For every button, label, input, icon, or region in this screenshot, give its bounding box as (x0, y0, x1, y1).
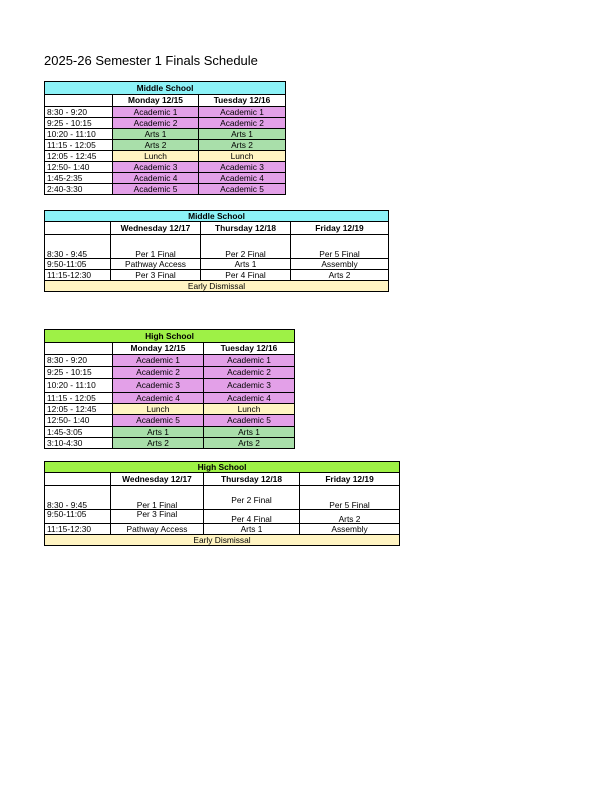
table-row (45, 259, 389, 270)
period-cell: Per 4 Final (201, 270, 291, 281)
time-cell: 12:05 - 12:45 (45, 151, 113, 162)
corner-cell (45, 95, 113, 107)
period-cell: Academic 1 (113, 107, 199, 118)
table-row (45, 367, 295, 379)
hs-wednesday-friday-table (44, 461, 400, 546)
period-cell: Arts 1 (201, 259, 291, 270)
table-row (45, 140, 286, 151)
time-cell: 9:25 - 10:15 (45, 118, 113, 129)
table-row (45, 162, 286, 173)
table-row (45, 524, 400, 535)
table-row (45, 379, 295, 393)
corner-cell (45, 473, 111, 486)
period-cell: Assembly (300, 524, 400, 535)
table-row (45, 270, 389, 281)
period-cell: Academic 1 (113, 355, 204, 367)
table-row (45, 235, 389, 259)
period-cell: Academic 5 (199, 184, 286, 195)
period-cell: Lunch (113, 151, 199, 162)
period-cell: Academic 4 (199, 173, 286, 184)
day-header: Wednesday 12/17 (111, 473, 204, 486)
period-cell: Arts 1 (113, 427, 204, 438)
period-cell: Arts 2 (113, 140, 199, 151)
time-cell: 11:15-12:30 (45, 270, 111, 281)
table-row (45, 184, 286, 195)
period-cell: Academic 5 (113, 415, 204, 427)
table-row (45, 404, 295, 415)
time-cell: 11:15 - 12:05 (45, 140, 113, 151)
corner-cell (45, 222, 111, 235)
time-cell: 12:50- 1:40 (45, 415, 113, 427)
time-cell: 8:30 - 9:45 (45, 235, 111, 259)
page-title: 2025-26 Semester 1 Finals Schedule (44, 53, 258, 68)
period-cell: Academic 3 (113, 162, 199, 173)
day-header: Thursday 12/18 (201, 222, 291, 235)
time-cell: 12:05 - 12:45 (45, 404, 113, 415)
table-row (45, 151, 286, 162)
period-cell: Per 4 Final (204, 510, 300, 524)
period-cell: Arts 2 (113, 438, 204, 449)
period-cell: Lunch (199, 151, 286, 162)
period-cell: Academic 4 (204, 393, 295, 404)
period-cell: Per 2 Final (204, 486, 300, 510)
day-header: Tuesday 12/16 (204, 343, 295, 355)
time-cell: 1:45-3:05 (45, 427, 113, 438)
period-cell: Academic 2 (204, 367, 295, 379)
hs-monday-tuesday-table (44, 329, 295, 449)
table-header: High School (45, 462, 400, 473)
time-cell: 9:50-11:05 (45, 510, 111, 524)
period-cell: Arts 2 (204, 438, 295, 449)
table-row (45, 486, 400, 510)
period-cell: Arts 2 (291, 270, 389, 281)
early-dismissal-note: Early Dismissal (45, 535, 400, 546)
period-cell: Lunch (113, 404, 204, 415)
table-row (45, 107, 286, 118)
period-cell: Arts 1 (199, 129, 286, 140)
time-cell: 9:25 - 10:15 (45, 367, 113, 379)
period-cell: Academic 4 (113, 173, 199, 184)
time-cell: 2:40-3:30 (45, 184, 113, 195)
day-header: Thursday 12/18 (204, 473, 300, 486)
time-cell: 8:30 - 9:20 (45, 355, 113, 367)
day-header: Wednesday 12/17 (111, 222, 201, 235)
table-header: High School (45, 330, 295, 343)
time-cell: 11:15-12:30 (45, 524, 111, 535)
period-cell: Per 5 Final (291, 235, 389, 259)
time-cell: 8:30 - 9:20 (45, 107, 113, 118)
period-cell: Arts 2 (199, 140, 286, 151)
period-cell: Arts 1 (204, 524, 300, 535)
table-header: Middle School (45, 211, 389, 222)
day-header: Friday 12/19 (291, 222, 389, 235)
table-row (45, 415, 295, 427)
period-cell: Per 1 Final (111, 486, 204, 510)
table-row (45, 129, 286, 140)
period-cell: Academic 1 (204, 355, 295, 367)
table-row (45, 173, 286, 184)
period-cell: Academic 3 (204, 379, 295, 393)
table-row (45, 118, 286, 129)
period-cell: Arts 2 (300, 510, 400, 524)
period-cell: Per 2 Final (201, 235, 291, 259)
period-cell: Assembly (291, 259, 389, 270)
time-cell: 12:50- 1:40 (45, 162, 113, 173)
period-cell: Lunch (204, 404, 295, 415)
period-cell: Per 5 Final (300, 486, 400, 510)
day-header: Monday 12/15 (113, 95, 199, 107)
period-cell: Academic 3 (113, 379, 204, 393)
period-cell: Per 3 Final (111, 270, 201, 281)
table-header: Middle School (45, 82, 286, 95)
table-row (45, 510, 400, 524)
table-row (45, 427, 295, 438)
period-cell: Arts 1 (204, 427, 295, 438)
time-cell: 1:45-2:35 (45, 173, 113, 184)
time-cell: 8:30 - 9:45 (45, 486, 111, 510)
ms-wednesday-friday-table (44, 210, 389, 292)
period-cell: Academic 1 (199, 107, 286, 118)
day-header: Monday 12/15 (113, 343, 204, 355)
period-cell: Pathway Access (111, 259, 201, 270)
period-cell: Arts 1 (113, 129, 199, 140)
ms-monday-tuesday-table (44, 81, 286, 195)
time-cell: 10:20 - 11:10 (45, 379, 113, 393)
period-cell: Academic 3 (199, 162, 286, 173)
day-header: Friday 12/19 (300, 473, 400, 486)
period-cell: Academic 2 (199, 118, 286, 129)
period-cell: Per 1 Final (111, 235, 201, 259)
early-dismissal-note: Early Dismissal (45, 281, 389, 292)
table-row (45, 355, 295, 367)
time-cell: 3:10-4:30 (45, 438, 113, 449)
period-cell: Per 3 Final (111, 510, 204, 524)
period-cell: Pathway Access (111, 524, 204, 535)
corner-cell (45, 343, 113, 355)
time-cell: 9:50-11:05 (45, 259, 111, 270)
time-cell: 11:15 - 12:05 (45, 393, 113, 404)
period-cell: Academic 5 (113, 184, 199, 195)
table-row (45, 438, 295, 449)
period-cell: Academic 2 (113, 118, 199, 129)
time-cell: 10:20 - 11:10 (45, 129, 113, 140)
period-cell: Academic 2 (113, 367, 204, 379)
table-row (45, 393, 295, 404)
day-header: Tuesday 12/16 (199, 95, 286, 107)
period-cell: Academic 4 (113, 393, 204, 404)
period-cell: Academic 5 (204, 415, 295, 427)
